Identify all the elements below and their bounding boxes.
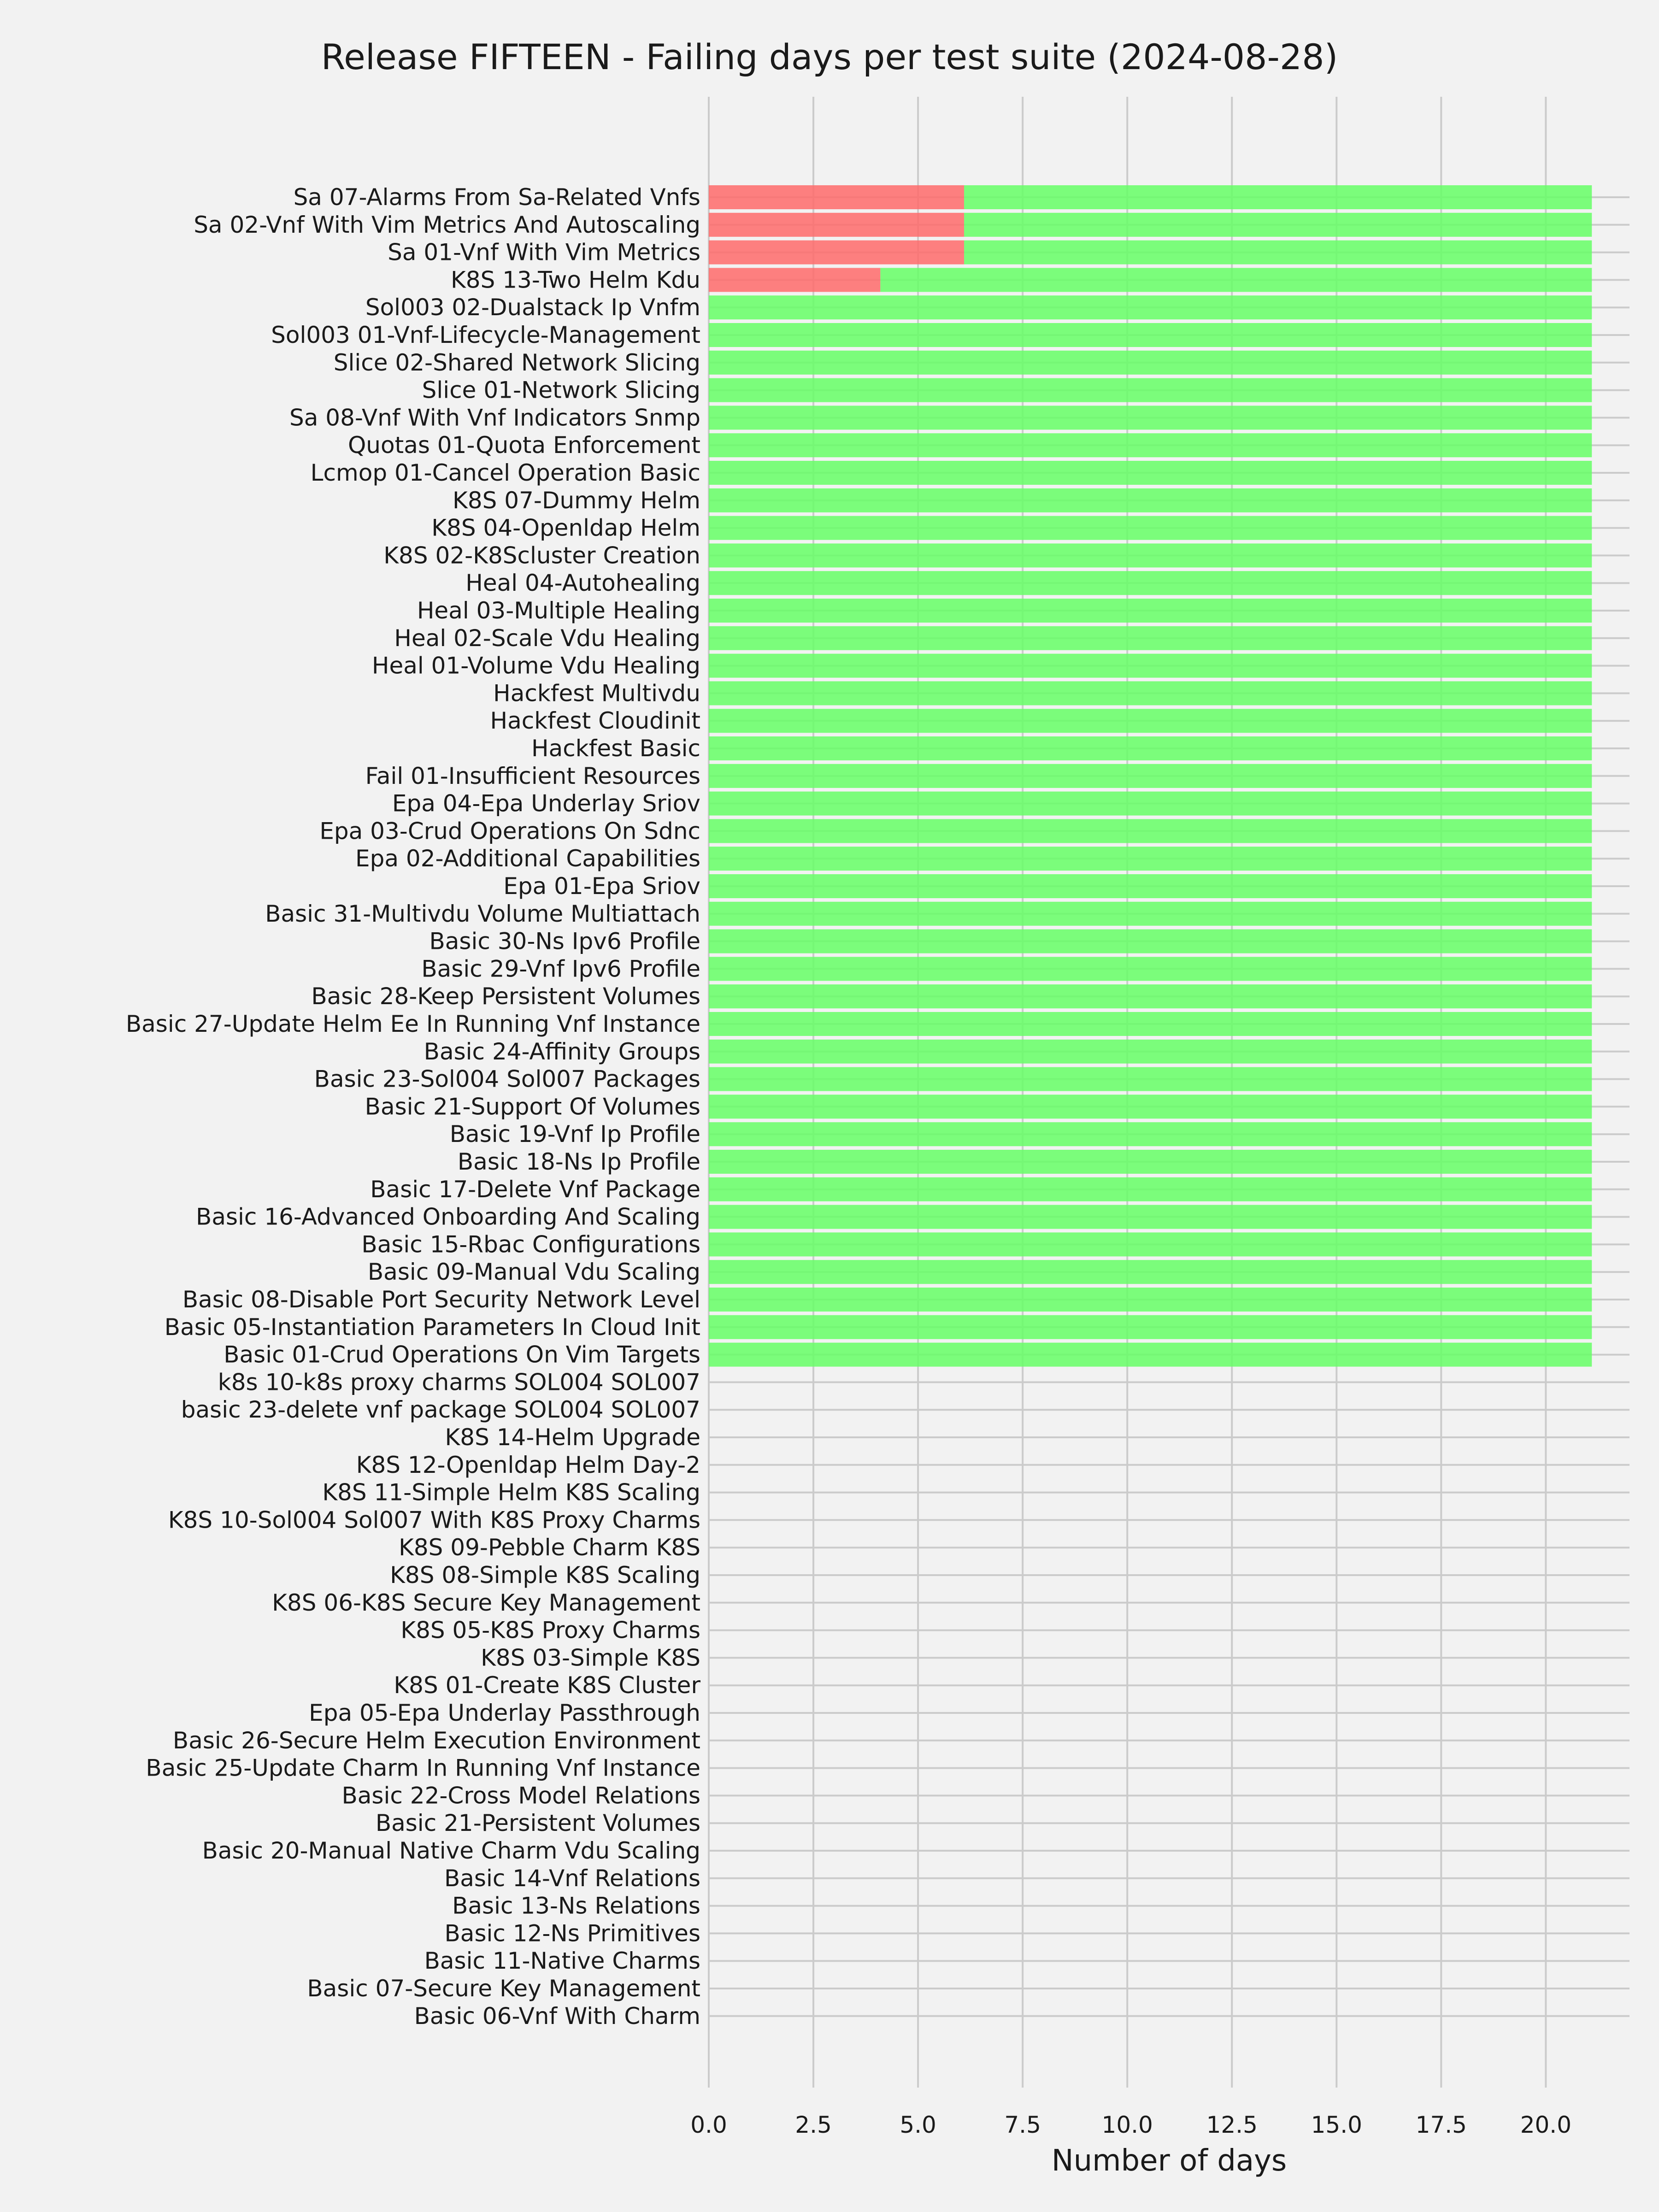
bar-passing (709, 323, 1592, 347)
x-tick-label: 10.0 (1101, 2112, 1153, 2138)
y-tick-label: Basic 01-Crud Operations On Vim Targets (224, 1341, 700, 1368)
bar-passing (709, 984, 1592, 1008)
y-tick-label: K8S 07-Dummy Helm (453, 487, 700, 514)
bar-passing (709, 874, 1592, 898)
y-tick-label: Heal 03-Multiple Healing (417, 597, 700, 624)
y-tick-label: Epa 05-Epa Underlay Passthrough (309, 1700, 700, 1726)
y-tick-label: Hackfest Multivdu (493, 680, 700, 707)
bar-passing (709, 1232, 1592, 1256)
bar-passing (709, 543, 1592, 567)
bar-passing (709, 819, 1592, 843)
bar-failing (709, 241, 964, 265)
bar-passing (709, 516, 1592, 540)
bar-passing (709, 433, 1592, 457)
y-tick-label: Lcmop 01-Cancel Operation Basic (310, 459, 700, 486)
bar-passing (709, 1122, 1592, 1146)
y-tick-label: Basic 11-Native Charms (424, 1947, 700, 1975)
bar-passing (709, 599, 1592, 623)
bar-passing (709, 1260, 1592, 1284)
y-tick-label: Basic 21-Support Of Volumes (365, 1093, 700, 1120)
x-tick-label: 15.0 (1311, 2112, 1362, 2138)
bar-passing (964, 241, 1592, 265)
bar-passing (709, 1067, 1592, 1091)
x-tick-label: 7.5 (1004, 2112, 1041, 2138)
bar-passing (709, 1288, 1592, 1312)
x-tick-label: 12.5 (1206, 2112, 1258, 2138)
bar-passing (709, 1094, 1592, 1118)
bar-passing (709, 736, 1592, 760)
bar-passing (964, 213, 1592, 237)
bar-passing (709, 488, 1592, 512)
x-tick-labels (690, 2112, 1571, 2138)
bar-passing (709, 847, 1592, 871)
bar-passing (709, 295, 1592, 319)
y-tick-label: Slice 02-Shared Network Slicing (333, 349, 700, 376)
y-tick-label: Hackfest Basic (531, 735, 700, 762)
y-tick-label: Basic 28-Keep Persistent Volumes (311, 983, 700, 1010)
y-tick-label: Basic 25-Update Charm In Running Vnf Instance (146, 1754, 700, 1782)
bar-passing (709, 957, 1592, 981)
y-tick-label: Basic 23-Sol004 Sol007 Packages (314, 1065, 700, 1093)
bar-passing (709, 378, 1592, 402)
y-tick-label: Sa 07-Alarms From Sa-Related Vnfs (293, 184, 700, 211)
y-tick-label: K8S 12-Openldap Helm Day-2 (356, 1451, 700, 1478)
y-tick-label: Hackfest Cloudinit (490, 707, 700, 735)
x-tick-label: 2.5 (795, 2112, 832, 2138)
y-tick-label: K8S 14-Helm Upgrade (445, 1424, 700, 1451)
y-tick-label: Heal 02-Scale Vdu Healing (394, 624, 700, 652)
y-tick-label: Epa 04-Epa Underlay Sriov (392, 790, 700, 817)
y-tick-label: K8S 06-K8S Secure Key Management (272, 1589, 700, 1616)
y-tick-label: Basic 08-Disable Port Security Network Level (182, 1286, 700, 1313)
y-tick-label: Slice 01-Network Slicing (422, 377, 700, 404)
bar-passing (709, 1040, 1592, 1064)
bar-passing (709, 626, 1592, 650)
chart-title: Release FIFTEEN - Failing days per test suite (2024-08-28) (321, 36, 1338, 77)
bar-passing (709, 351, 1592, 375)
y-tick-label: k8s 10-k8s proxy charms SOL004 SOL007 (218, 1369, 700, 1396)
y-tick-label: Sa 02-Vnf With Vim Metrics And Autoscaling (194, 211, 700, 238)
y-tick-label: Basic 31-Multivdu Volume Multiattach (265, 900, 700, 927)
y-tick-label: K8S 09-Pebble Charm K8S (399, 1534, 700, 1561)
y-tick-label: Basic 16-Advanced Onboarding And Scaling (196, 1203, 700, 1230)
y-tick-label: Basic 29-Vnf Ipv6 Profile (421, 955, 700, 982)
x-tick-label: 17.5 (1415, 2112, 1467, 2138)
bar-passing (709, 1205, 1592, 1229)
y-tick-label: Sol003 01-Vnf-Lifecycle-Management (271, 322, 700, 348)
x-axis-label: Number of days (1051, 2144, 1287, 2178)
bar-passing (709, 1150, 1592, 1174)
x-tick-label: 0.0 (690, 2112, 727, 2138)
bar-passing (964, 185, 1592, 209)
y-tick-label: Epa 02-Additional Capabilities (355, 845, 700, 872)
y-tick-label: Basic 20-Manual Native Charm Vdu Scaling (202, 1837, 700, 1864)
bar-passing (709, 709, 1592, 733)
y-tick-label: Basic 12-Ns Primitives (444, 1920, 700, 1947)
y-tick-label: Basic 05-Instantiation Parameters In Cloud Init (164, 1313, 700, 1341)
y-tick-label: K8S 05-K8S Proxy Charms (400, 1617, 700, 1644)
bar-passing (709, 1315, 1592, 1339)
bar-passing (709, 406, 1592, 429)
bar-passing (709, 1012, 1592, 1036)
bar-passing (709, 792, 1592, 816)
bar-passing (880, 268, 1592, 292)
y-tick-label: K8S 10-Sol004 Sol007 With K8S Proxy Charms (168, 1506, 700, 1534)
y-tick-label: Basic 17-Delete Vnf Package (370, 1176, 700, 1203)
y-tick-label: Basic 06-Vnf With Charm (414, 2002, 700, 2030)
y-tick-label: Epa 03-Crud Operations On Sdnc (319, 818, 700, 845)
y-tick-label: K8S 02-K8Scluster Creation (383, 542, 700, 569)
y-tick-label: Epa 01-Epa Sriov (503, 873, 700, 900)
y-tick-label: K8S 01-Create K8S Cluster (394, 1672, 700, 1699)
y-tick-label: Sa 01-Vnf With Vim Metrics (388, 239, 700, 266)
bar-failing (709, 185, 964, 209)
y-tick-label: Heal 01-Volume Vdu Healing (371, 652, 700, 679)
x-tick-label: 5.0 (900, 2112, 936, 2138)
y-tick-label: K8S 03-Simple K8S (481, 1644, 700, 1671)
y-tick-label: Fail 01-Insufficient Resources (365, 762, 700, 789)
bar-passing (709, 681, 1592, 705)
bar-passing (709, 764, 1592, 788)
y-tick-label: K8S 13-Two Helm Kdu (450, 266, 700, 294)
bar-passing (709, 461, 1592, 485)
y-tick-label: Basic 27-Update Helm Ee In Running Vnf Instance (125, 1011, 700, 1037)
y-tick-label: Sa 08-Vnf With Vnf Indicators Snmp (289, 404, 700, 431)
y-tick-label: Basic 18-Ns Ip Profile (457, 1148, 700, 1175)
y-tick-label: Basic 24-Affinity Groups (424, 1038, 700, 1065)
bar-passing (709, 1343, 1592, 1367)
y-tick-label: basic 23-delete vnf package SOL004 SOL007 (181, 1396, 700, 1424)
y-tick-label: K8S 11-Simple Helm K8S Scaling (322, 1479, 700, 1506)
y-tick-label: Basic 07-Secure Key Management (307, 1975, 700, 2002)
y-tick-label: Basic 30-Ns Ipv6 Profile (429, 928, 700, 955)
y-tick-label: Basic 09-Manual Vdu Scaling (367, 1259, 700, 1286)
y-tick-label: K8S 08-Simple K8S Scaling (390, 1562, 700, 1588)
bar-passing (709, 654, 1592, 678)
y-tick-label: Basic 22-Cross Model Relations (341, 1782, 700, 1809)
y-tick-label: Basic 19-Vnf Ip Profile (449, 1121, 700, 1148)
y-tick-label: Quotas 01-Quota Enforcement (347, 432, 700, 459)
bar-passing (709, 1177, 1592, 1201)
bar-failing (709, 268, 880, 292)
y-tick-label: Basic 21-Persistent Volumes (375, 1810, 700, 1837)
y-tick-label: Basic 14-Vnf Relations (444, 1865, 700, 1892)
x-tick-label: 20.0 (1520, 2112, 1572, 2138)
bar-passing (709, 571, 1592, 595)
y-tick-label: Basic 13-Ns Relations (452, 1892, 700, 1919)
y-tick-label: Basic 15-Rbac Configurations (361, 1231, 700, 1258)
bar-passing (709, 930, 1592, 953)
bar-failing (709, 213, 964, 237)
bar-passing (709, 902, 1592, 926)
y-tick-label: Sol003 02-Dualstack Ip Vnfm (365, 294, 700, 321)
y-tick-label: K8S 04-Openldap Helm (431, 514, 700, 541)
y-tick-label: Heal 04-Autohealing (465, 570, 700, 597)
y-tick-label: Basic 26-Secure Helm Execution Environment (172, 1727, 700, 1754)
bars (709, 185, 1592, 1367)
